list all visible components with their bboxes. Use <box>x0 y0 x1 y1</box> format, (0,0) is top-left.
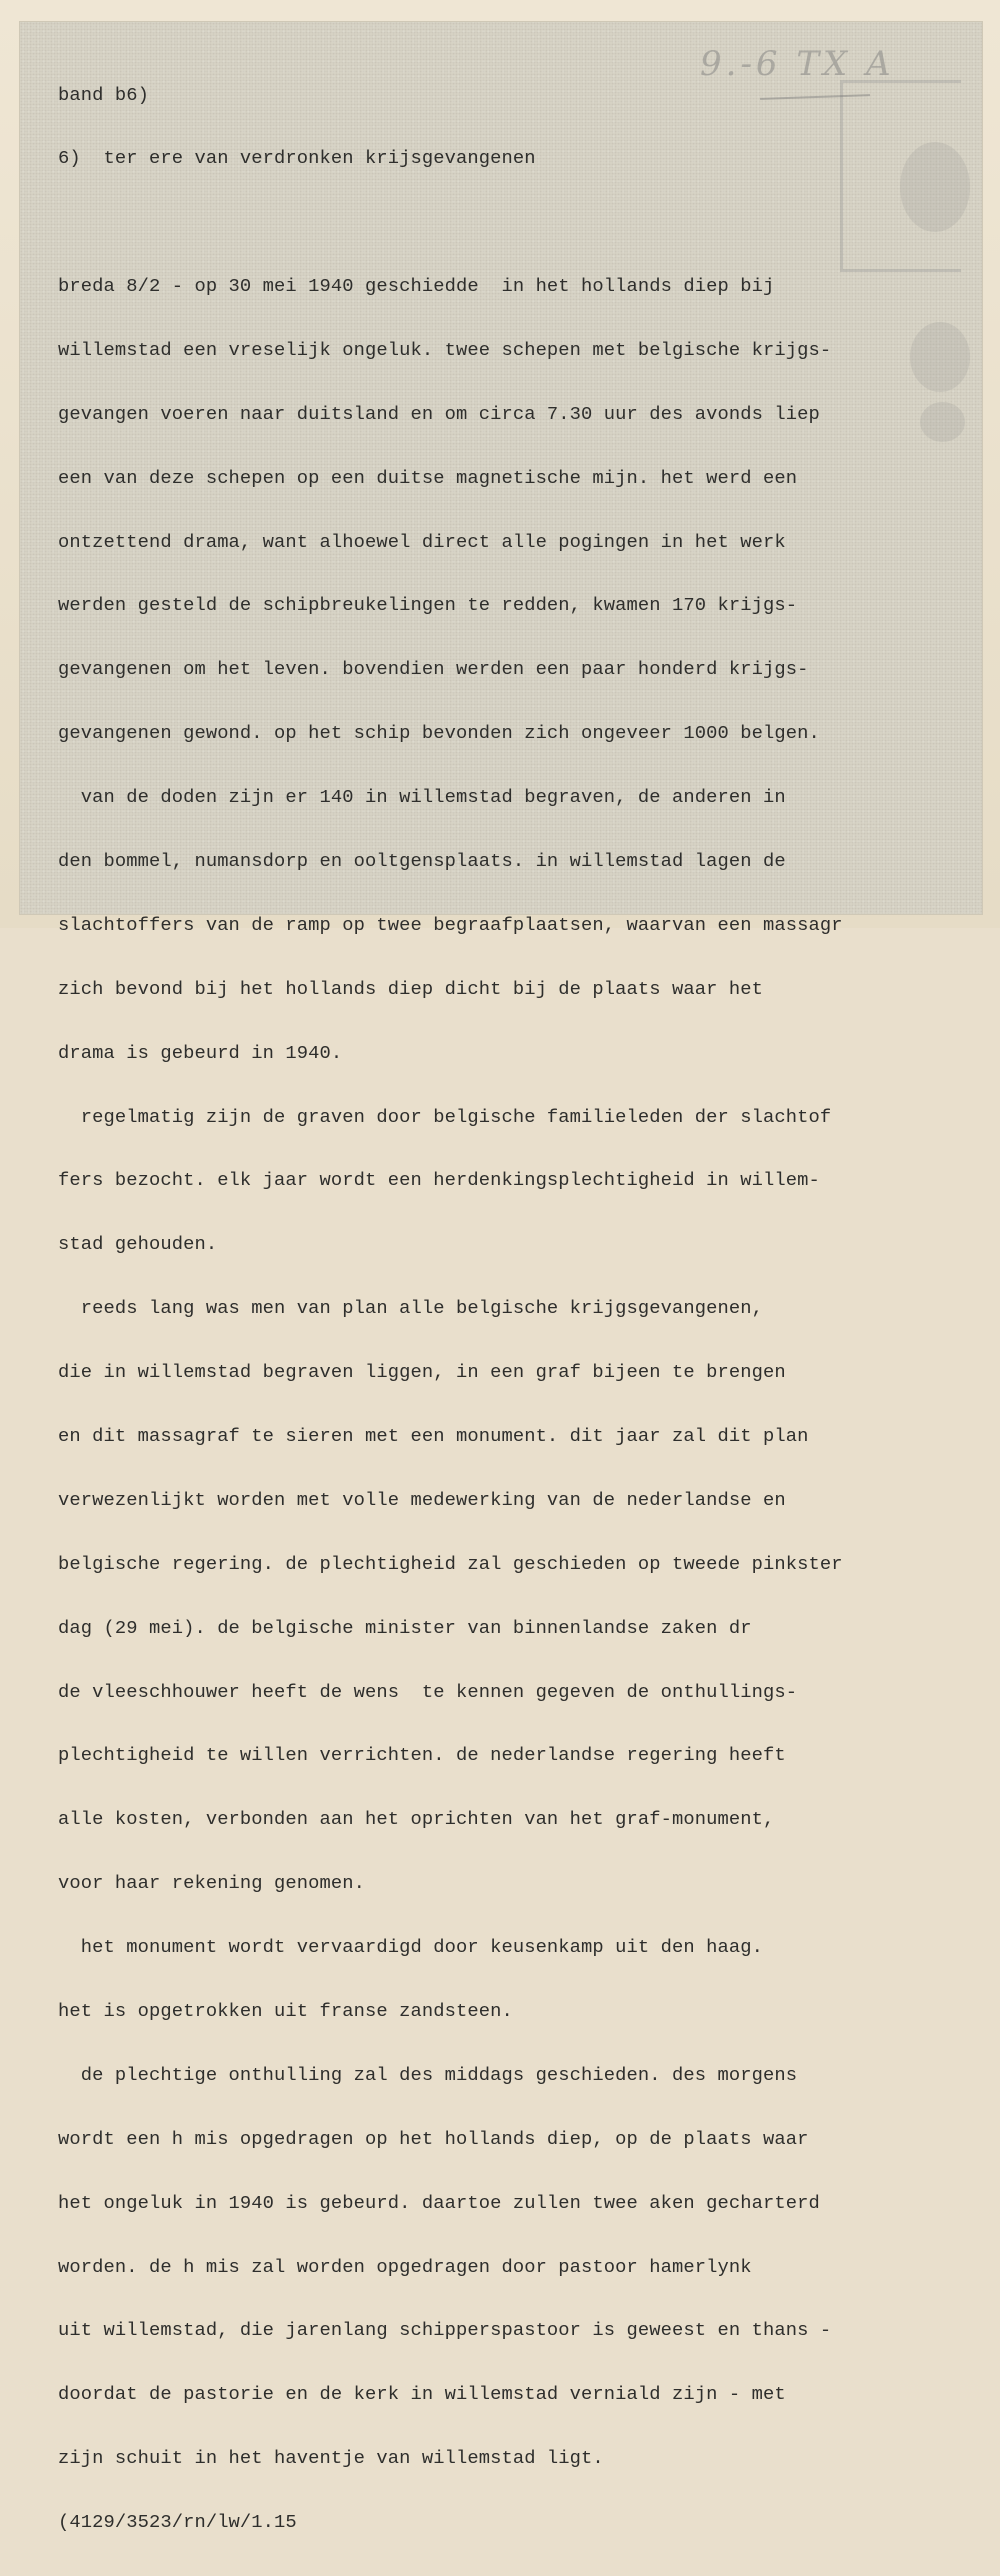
body-line: zich bevond bij het hollands diep dicht bij de plaats waar het <box>58 977 763 1000</box>
body-line: belgische regering. de plechtigheid zal geschieden op tweede pinkster <box>58 1552 843 1575</box>
body-line: regelmatig zijn de graven door belgische familieleden der slachtof <box>58 1105 832 1128</box>
body-line: dag (29 mei). de belgische minister van binnenlandse zaken dr <box>58 1616 752 1639</box>
telex-text <box>58 42 998 2576</box>
body-line: fers bezocht. elk jaar wordt een herdenkingsplechtigheid in willem- <box>58 1169 820 1192</box>
body-line: drama is gebeurd in 1940. <box>58 1041 343 1064</box>
telex-sheet <box>20 22 982 2534</box>
body-line: gevangenen gewond. op het schip bevonden zich ongeveer 1000 belgen. <box>58 722 820 745</box>
body-line: wordt een h mis opgedragen op het hollands diep, op de plaats waar <box>58 2127 809 2150</box>
body-line: gevangenen om het leven. bovendien werden een paar honderd krijgs- <box>58 658 809 681</box>
body-line: de plechtige onthulling zal des middags geschieden. des morgens <box>58 2063 798 2086</box>
body-line: plechtigheid te willen verrichten. de nederlandse regering heeft <box>58 1744 786 1767</box>
body-line: doordat de pastorie en de kerk in willemstad verniald zijn - met <box>58 2383 786 2406</box>
headline: 6) ter ere van verdronken krijsgevangenen <box>58 147 536 170</box>
body-line: zijn schuit in het haventje van willemstad ligt. <box>58 2447 604 2470</box>
body-line: werden gesteld de schipbreukelingen te redden, kwamen 170 krijgs- <box>58 594 798 617</box>
body-line: het ongeluk in 1940 is gebeurd. daartoe zullen twee aken gecharterd <box>58 2191 820 2214</box>
body-line: die in willemstad begraven liggen, in een graf bijeen te brengen <box>58 1361 786 1384</box>
body-line: voor haar rekening genomen. <box>58 1872 366 1895</box>
body-line: ontzettend drama, want alhoewel direct alle pogingen in het werk <box>58 530 786 553</box>
handwritten-note: 9.-6 TX A <box>700 44 895 84</box>
body-line: en dit massagraf te sieren met een monument. dit jaar zal dit plan <box>58 1425 809 1447</box>
body-line: alle kosten, verbonden aan het oprichten van het graf-monument, <box>58 1808 775 1831</box>
body-line: het is opgetrokken uit franse zandsteen. <box>58 2000 513 2023</box>
body-line: slachtoffers van de ramp op twee begraafplaatsen, waarvan een massagr <box>58 913 843 936</box>
body-line: stad gehouden. <box>58 1233 218 1256</box>
body-line: den bommel, numansdorp en ooltgensplaats. in willemstad lagen de <box>58 849 786 872</box>
body-line: gevangen voeren naar duitsland en om circa 7.30 uur des avonds liep <box>58 402 820 425</box>
body-line: willemstad een vreselijk ongeluk. twee schepen met belgische krijgs- <box>58 338 832 361</box>
body-line: reeds lang was men van plan alle belgische krijgsgevangenen, <box>58 1297 763 1320</box>
body-line: worden. de h mis zal worden opgedragen door pastoor hamerlynk <box>58 2255 752 2278</box>
body-line: een van deze schepen op een duitse magnetische mijn. het werd een <box>58 466 798 489</box>
body-line: de vleeschhouwer heeft de wens te kennen gegeven de onthullings- <box>58 1680 798 1703</box>
body-line: verwezenlijkt worden met volle medewerking van de nederlandse en <box>58 1488 786 1511</box>
reference-code: (4129/3523/rn/lw/1.15 <box>58 2511 297 2534</box>
body-line: het monument wordt vervaardigd door keusenkamp uit den haag. <box>58 1936 763 1959</box>
body-line: van de doden zijn er 140 in willemstad begraven, de anderen in <box>58 786 786 809</box>
blank-line <box>58 212 998 233</box>
body-line: uit willemstad, die jarenlang schipperspastoor is geweest en thans - <box>58 2319 832 2342</box>
body-line: breda 8/2 - op 30 mei 1940 geschiedde in het hollands diep bij <box>58 274 775 297</box>
header-line: band b6) <box>58 83 149 106</box>
